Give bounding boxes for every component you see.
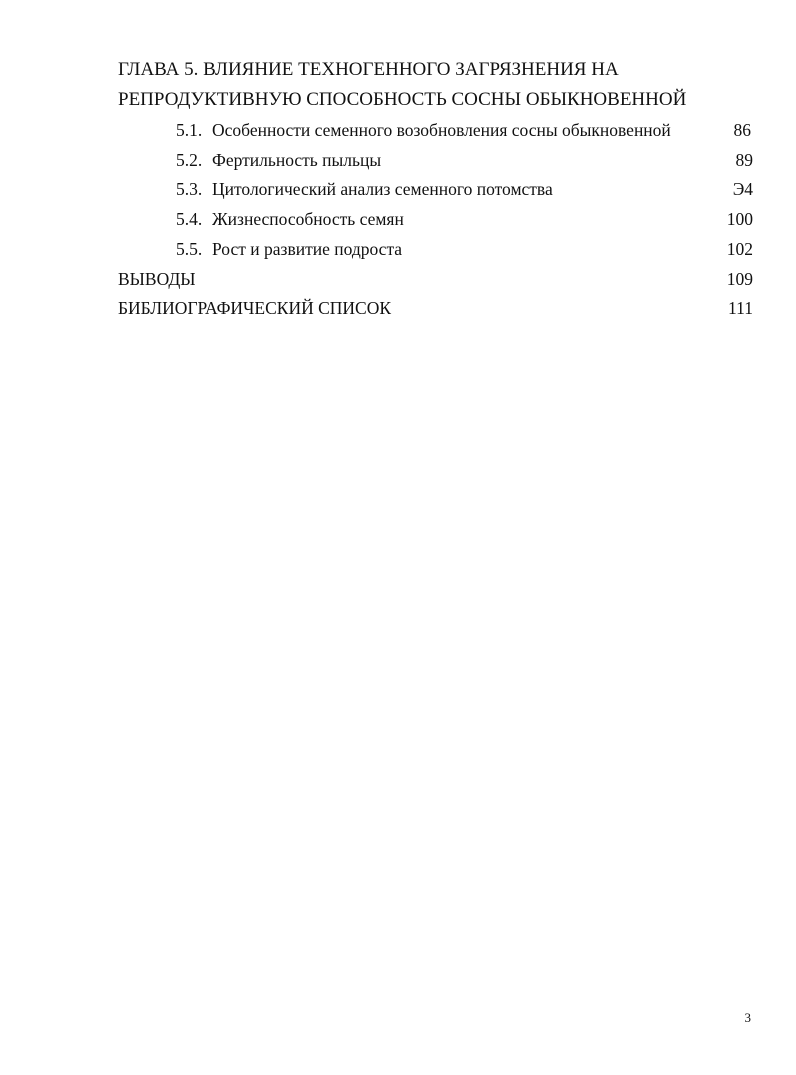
toc-section-number: 5.2.	[176, 150, 203, 170]
toc-page-number: 89	[735, 150, 753, 170]
toc-section-title: Фертильность пыльцы	[212, 150, 382, 170]
page-number: 3	[744, 1010, 751, 1025]
toc-entry-5-2	[0, 149, 796, 171]
toc-entry-5-3	[0, 178, 796, 200]
toc-section-title: Рост и развитие подроста	[212, 239, 403, 259]
toc-entry-title: ВЫВОДЫ	[118, 269, 196, 289]
toc-section-number: 5.4.	[176, 209, 203, 229]
toc-page-number: 111	[728, 298, 753, 318]
toc-entry-bibliography	[0, 297, 796, 319]
toc-page-number: 102	[726, 239, 753, 259]
toc-entry-5-5	[0, 238, 796, 260]
toc-page-number: 109	[726, 269, 753, 289]
toc-page-number: 100	[726, 209, 753, 229]
toc-section-title: Цитологический анализ семенного потомства	[212, 179, 553, 199]
toc-entry-title: БИБЛИОГРАФИЧЕСКИЙ СПИСОК	[118, 298, 392, 318]
toc-section-number: 5.3.	[176, 179, 203, 199]
toc-entry-5-1	[0, 119, 796, 141]
toc-section-title: Особенности семенного возобновления сосны обыкновенной	[212, 120, 671, 140]
toc-section-number: 5.1.	[176, 120, 203, 140]
chapter-heading-line-1: ГЛАВА 5. ВЛИЯНИЕ ТЕХНОГЕННОГО ЗАГРЯЗНЕНИЯ НА	[118, 59, 619, 80]
toc-section-title: Жизнеспособность семян	[212, 209, 404, 229]
toc-entry-5-4	[0, 208, 796, 230]
toc-page-number: 86	[733, 120, 751, 140]
toc-entry-conclusions	[0, 268, 796, 290]
chapter-heading-line-2: РЕПРОДУКТИВНУЮ СПОСОБНОСТЬ СОСНЫ ОБЫКНОВЕННОЙ	[118, 89, 687, 110]
toc-section-number: 5.5.	[176, 239, 203, 259]
toc-page-number: Э4	[732, 179, 753, 199]
